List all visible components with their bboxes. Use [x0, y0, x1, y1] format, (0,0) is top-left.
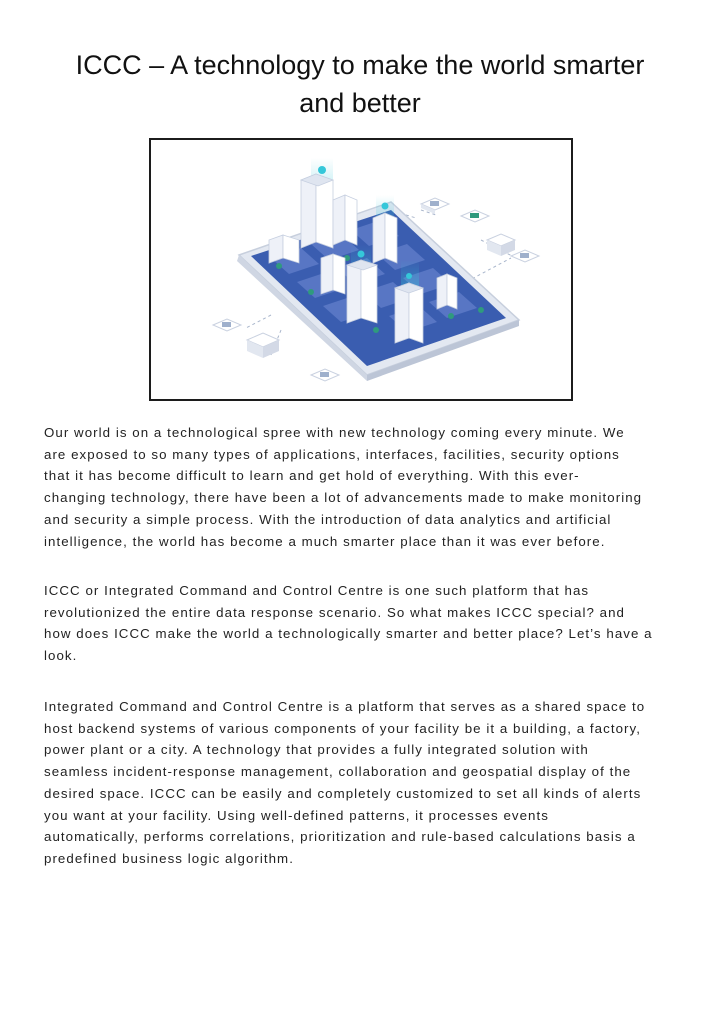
paragraph-iccc-platform: [44, 696, 684, 870]
text-line: Our world is on a technological spree with new technology coming every minute. We: [44, 425, 625, 440]
text-line: seamless incident-response management, collaboration and geospatial display of the: [44, 764, 632, 780]
text-line: automatically, performs correlations, prioritization and rule-based calculations basis a: [44, 829, 636, 845]
text-line: intelligence, the world has become a much smarter place than it was ever before.: [44, 533, 606, 549]
text-line: and security a simple process. With the introduction of data analytics and artificial: [44, 511, 612, 527]
text-line: predefined business logic algorithm.: [44, 850, 294, 866]
text-line: ICCC or Integrated Command and Control Centre is one such platform that has: [44, 583, 590, 598]
smart-city-illustration: [149, 138, 573, 401]
text-line: Integrated Command and Control Centre is a platform that serves as a shared space to: [44, 699, 646, 714]
paragraph-intro: [44, 422, 684, 552]
text-line: that it has become difficult to learn and get hold of everything. With this ever-: [44, 468, 580, 484]
text-line: power plant or a city. A technology that provides a fully integrated solution with: [44, 742, 589, 758]
text-line: changing technology, there have been a lot of advancements made to make monitoring: [44, 490, 643, 506]
text-line: revolutionized the entire data response scenario. So what makes ICCC special? and: [44, 604, 626, 620]
title-line-2: and better: [299, 88, 421, 118]
title-line-1: ICCC – A technology to make the world smarter: [75, 50, 645, 80]
text-line: look.: [44, 648, 78, 664]
paragraph-iccc-definition: [44, 580, 684, 667]
page-title: [40, 46, 680, 122]
text-line: are exposed to so many types of applications, interfaces, facilities, security options: [44, 446, 620, 462]
text-line: how does ICCC make the world a technologically smarter and better place? Let’s have a: [44, 626, 653, 642]
smart-city-icon: [151, 140, 571, 399]
text-line: you want at your facility. Using well-defined patterns, it processes events: [44, 807, 549, 823]
text-line: host backend systems of various components of your facility be it a building, a factory,: [44, 720, 641, 736]
text-line: desired space. ICCC can be easily and completely customized to set all kinds of alerts: [44, 785, 642, 801]
